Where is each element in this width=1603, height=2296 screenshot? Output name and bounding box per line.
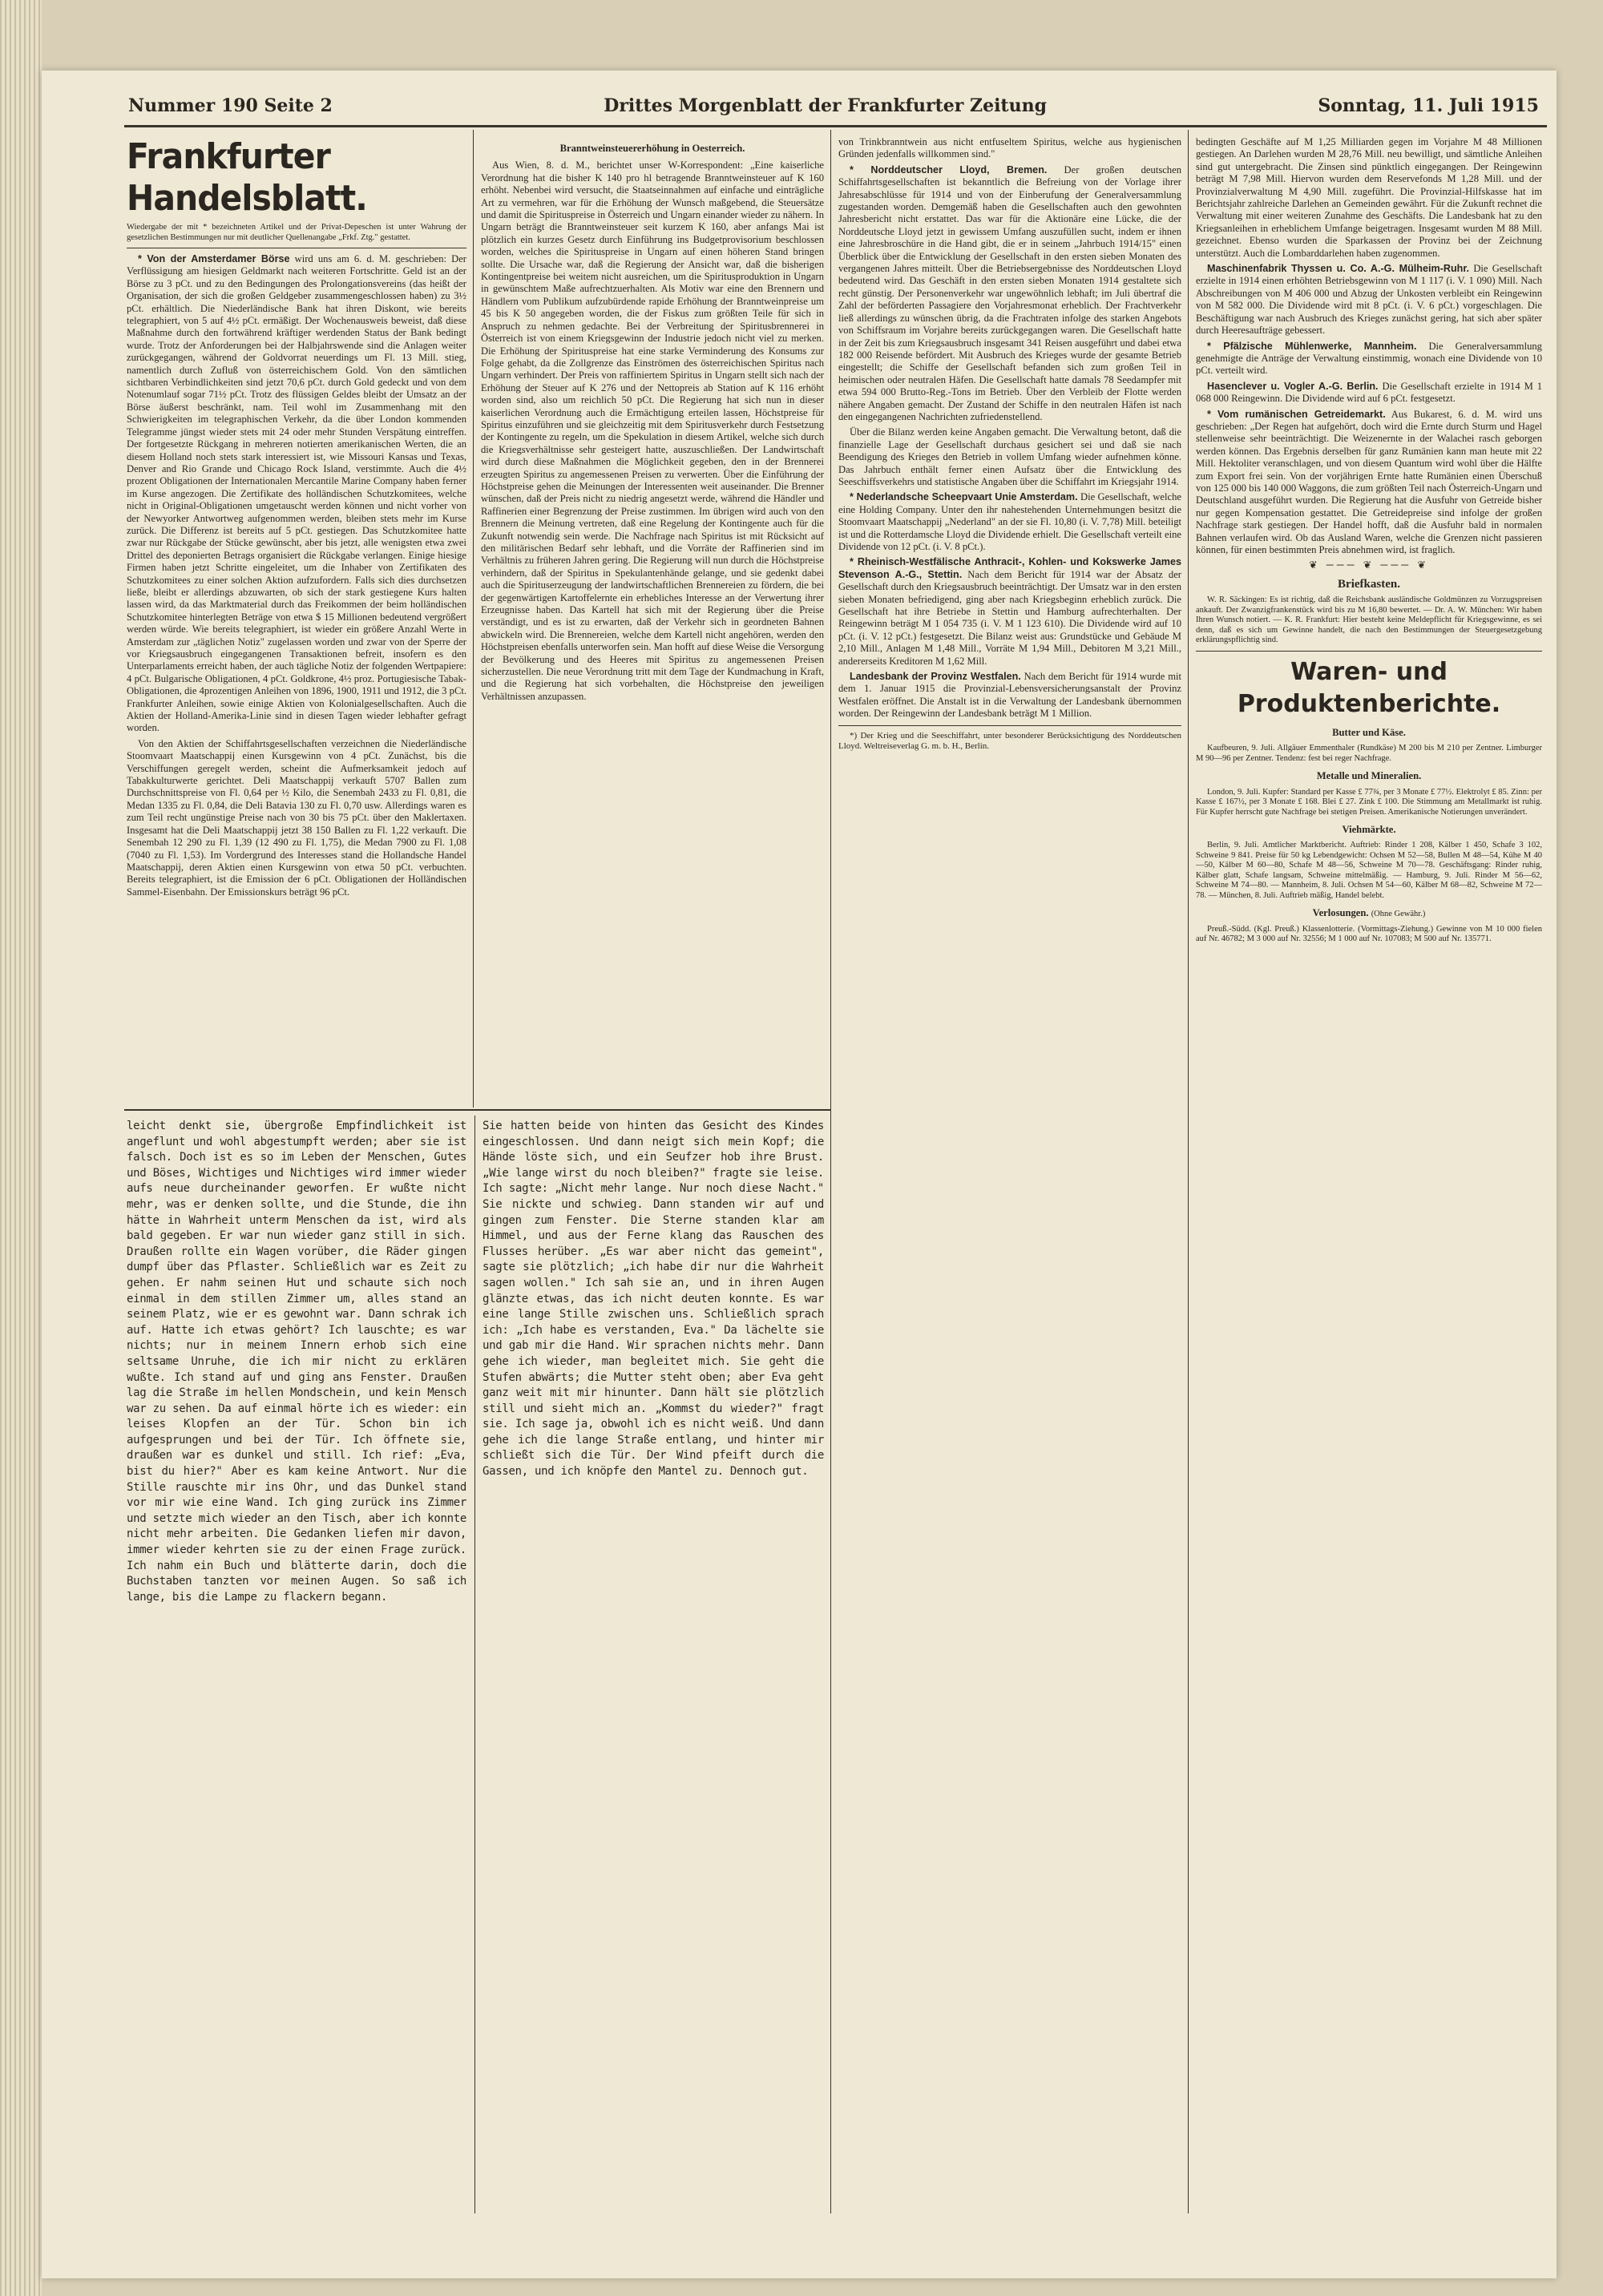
article-text-hasenclever: Die Gesellschaft erzielte in 1914 M 1 068 000 Reingewinn. Die Dividende wird auf 6 pCt. festgesetzt. [1196,380,1542,405]
section-divider [1196,651,1542,652]
article-heading-hasenclever: Hasenclever u. Vogler A.-G. Berlin. [1207,380,1379,392]
article-heading-thyssen: Maschinenfabrik Thyssen u. Co. A.-G. Mülheim-Ruhr. [1207,263,1470,275]
article-heading-scheepvaart: * Nederlandsche Scheepvaart Unie Amsterdam. [850,491,1078,503]
article-text-landesbank-continued: bedingten Geschäfte auf M 1,25 Milliarden gegen im Vorjahre M 48 Millionen gestiegen. An Darlehen wurden M 28,76 Mill. neu bewilligt, und sämtliche Anleihen sind gut untergebracht. Die Zinsen sind pünktlich eingegangen. Der Reingewinn beträgt M 7,98 Mill. Hiervon wurden dem Reservefonds M 1,28 Mill. und der Provinzialverwaltung M 4,90 Mill. zugeführt. Die Provinzial-Hilfskasse hat im Berichtsjahr zahlreiche Darlehen an Gemeinden gewährt. Für die Zukunft rechnet die Verwaltung mit einer weiteren Zunahme des Geschäfts. Die Landesbank hat zu den Kriegsanleihen in erheblichem Umfange beigetragen. Insgesamt wurden M 88 Mill. gezeichnet. Ebenso wurden die Sparkassen der Provinz bei der Zeichnung unterstützt. Auch die Lombarddarlehen haben zugenommen. [1196,136,1542,259]
article-heading-lloyd: * Norddeutscher Lloyd, Bremen. [850,163,1048,176]
copyright-note: Wiedergabe der mit * bezeichneten Artikel und der Privat-Depeschen ist unter Wahrung der gesetzlichen Bestimmungen nur mit deutlicher Quellenangabe „Frkf. Ztg." gestattet. [127,223,466,242]
article-heading-landesbank: Landesbank der Provinz Westfalen. [850,671,1021,683]
feuilleton-right [483,1119,824,2209]
feuilleton-left [127,1119,466,2209]
article-text-stevenson: Nach dem Bericht für 1914 war der Absatz der Gesellschaft durch den Kriegsausbruch beeinträchtigt. Der Umsatz war in den ersten sieben Monaten befriedigend, ging aber nach Kriegsbeginn erheblich zurück. Die Gesellschaft hat ihre Betriebe in Stettin und Hamburg aufrechterhalten. Der Reingewinn beträgt M 1 054 735 (i. V. M 1 123 610). Die Dividende wird auf 10 pCt. (i. V. 12 pCt.) festgesetzt. Die Bilanz weist aus: Grundstücke und Gebäude M 2,10 Mill., Anlagen M 1,48 Mill., Vorräte M 1,94 Mill., Debitoren M 3,21 Mill., andererseits Kreditoren M 1,62 Mill. [838,568,1181,667]
column-rule-2 [830,130,831,2213]
article-text-amsterdam: wird uns am 6. d. M. geschrieben: Der Verflüssigung am hiesigen Geldmarkt nach weiteren Fortschritte. Geld ist an der Börse zu 3 pCt. und zu den Bedingungen des Prolongationsvereins (das heißt der Organisation, der sich die großen Geldgeber zusammengeschlossen haben) zu 3½ pCt. erhältlich. Die Niederländische Bank hat ihren Diskont, wie bereits telegraphiert, von 5 auf 4½ pCt. ermäßigt. Der Wochenausweis beweist, daß diese Maßnahme durch den fortwährend kräftiger werdenden Status der Bank bedingt wurde. Trotz der Anforderungen bei der Halbjahrswende sind die Anlagen weiter zurückgegangen, während der Goldvorrat neuerdings um Fl. 13 Mill. stieg, namentlich durch Zufluß von österreichischem Gold. Von den sämtlichen sichtbaren Verbindlichkeiten sind jetzt 70,6 pCt. durch Gold gedeckt und von dem Notenumlauf sogar 71½ pCt. Trotz des flüssigen Geldes bleibt der Umsatz an der Börse äußerst beschränkt, nam. Teil wohl im Zusammenhang mit den Schwierigkeiten im telegraphischen Verkehr, da die über London kommenden Telegramme jüngst wieder stets mit 24 oder mehr Stunden Verspätung eintreffen. Der fortgesetzte Rückgang in mehreren notierten amerikanischen Werten, die an diesem Holland noch stets stark interessiert ist, wie Missouri Kansas und Texas, Denver and Rio Grande und Chicago Rock Island, verstimmte. Auch die 4½ prozent Obligationen der Internationalen Mercantile Marine Company haben ferner im Kurse angezogen. Die Zertifikate des holländischen Schutzkomitees, welche nicht in Original-Obligationen umgetauscht werden können und nicht vorher von der Newyorker Antwortweg aufgenommen werden, bleiben stets mehr im Kurse zurück. Die Differenz ist bereits auf 5 pCt. gestiegen. Das Schutzkomitee hatte zwar nur Rückgabe der Stücke gewünscht, aber bis jetzt, alle wenigsten etwa zwei Drittel des deponierten Betrags organisiert die Rückgabe verlangen. Einige hiesige Firmen haben jetzt Schritte eingeleitet, um die Inhaber von Zertifikaten des Schutzkomitees zu einer solchen Aktion aufzufordern. Falls sich dies durchsetzen ließe, bleibt er allerdings abzuwarten, ob sich der stark gestiegene Kurs halten lassen wird, da das Marktmaterial durch das Freikommen der beim holländischen Schutzkomitee hinterlegten Beträge von etwa $ 15 Millionen bedeutend vergrößert werden würde. Wie bereits telegraphiert, ist wieder ein größere Anzahl Werte in Amsterdam zur „täglichen Notiz" zugelassen worden und zwar von der Sperre der vor Kriegsausbruch eingegangenen Transaktionen befreit, insofern es den Unterparlaments erreicht haben, der auch tägliche Notiz der folgenden Wertpapiere: 4 pCt. Bulgarische Obligationen, 4 pCt. Goldkrone, 4½ proz. Portugiesische Tabak-Obligationen, die 4prozentigen Anleihen von 1896, 1900, 1911 und 1912, die 3 pCt. Frankfurter Anleihen, sowie einige Aktien von Kolonialgesellschaften. Auch die Aktien der Holland-Amerika-Linie sind in diesen Tagen wieder lebhafter gefragt worden. [127,253,466,734]
column-rule-1 [473,130,474,1108]
page-number: Nummer 190 Seite 2 [128,95,333,116]
article-text-getreide: Aus Bukarest, 6. d. M. wird uns geschrieben: „Der Regen hat aufgehört, doch wird die Ernte durch Sturm und Hagel stellenweise sehr beeinträchtigt. Die Weizenernte in der Walachei rasch geborgen werden können. Das Ergebnis derselben für ganz Rumänien kann man heute mit 22 Mill. Hektoliter veranschlagen, und von diesem Quantum wird wohl über die Hälfte zum Export frei sein. Von der vorjährigen Ernte hatte Rumänien einen Überschuß von 125 000 bis 140 000 Waggons, die zum größten Teil nach Österreich-Ungarn und Deutschland ausgeführt wurden. Die Regierung hat die Ausfuhr von Getreide bisher nur gegen Kompensation gestattet. Die Getreidepreise sind infolge der großen Nachfrage stark gestiegen. Der Handel hofft, daß die Ausfuhr bald in normalen Bahnen verlaufen wird. Ob das Ausland Waren, welche die Grenzen nicht passieren können, für einen bestimmten Preis abnehmen wird, ist fraglich. [1196,408,1542,555]
briefkasten-title: Briefkasten. [1338,577,1400,591]
column-rule-3 [1188,130,1189,2213]
sub-heading-butter: Butter und Käse. [1332,726,1406,738]
market-text-vieh: Berlin, 9. Juli. Amtlicher Marktbericht. Auftrieb: Rinder 1 208, Kälber 1 450, Schafe 3 102, Schweine 9 841. Preise für 50 kg Lebendgewicht: Ochsen M 52—58, Bullen M 48—54, Kühe M 40—50, Kälber M 60—80, Schafe M 48—56, Schweine M 70—78. Geschäftsgang: Rinder ruhig, Kälber glatt, Schafe langsam, Schweine mittelmäßig. — Hamburg, 9. Juli. Rinder M 56—62, Schweine M 74—80. — Mannheim, 8. Juli. Ochsen M 54—60, Kälber M 68—82, Schweine M 72—78. — München, 8. Juli. Auftrieb mäßig, Handel belebt. [1196,841,1542,900]
feuilleton-text-right: Sie hatten beide von hinten das Gesicht des Kindes eingeschlossen. Und dann neigt sich mein Kopf; die Hände löste sich, und ein Seufzer hob ihre Brust. „Wie lange wirst du noch bleiben?" fragte sie leise. Ich sagte: „Nicht mehr lange. Nur noch diese Nacht." Sie nickte und schwieg. Dann standen wir auf und gingen zum Fenster. Die Sterne standen klar am Himmel, und aus der Ferne klang das Rauschen des Flusses herüber. „Es war aber nicht das gemeint", sagte sie plötzlich; „ich habe dir nur die Wahrheit sagen wollen." Ich sah sie an, und in ihren Augen glänzte etwas, das ich nicht deuten konnte. Es war eine lange Stille zwischen uns. Schließlich sprach ich: „Ich habe es verstanden, Eva." Da lächelte sie und gab mir die Hand. Wir sprachen nichts mehr. Dann gehe ich wieder, man begleitet mich. Sie geht die Stufen abwärts; die Mutter steht oben; aber Eva geht ganz weit mit mir hinunter. Dann hält sie plötzlich still und sieht mich an. „Kommst du wieder?" fragt sie. Ich sage ja, obwohl ich es nicht weiß. Und dann gehe ich die lange Straße entlang, und hinter mir schließt sich die Tür. Der Wind pfeift durch die Gassen, und ich knöpfe den Mantel zu. Dennoch gut. [483,1120,824,1479]
market-text-butter: Kaufbeuren, 9. Juli. Allgäuer Emmenthaler (Rundkäse) M 200 bis M 210 per Zentner. Limburger M 90—96 per Zentner. Tendenz: fest bei reger Nachfrage. [1196,744,1542,763]
footnote: *) Der Krieg und die Seeschiffahrt, unter besonderer Berücksichtigung des Norddeutschen Lloyd. Weltreiseverlag G. m. b. H., Berlin. [838,730,1181,751]
article-text-muehlenwerke: Die Generalversammlung genehmigte die Anträge der Verwaltung einstimmig, wonach eine Dividende von 10 pCt. verteilt wird. [1196,340,1542,377]
page-header [128,90,1539,122]
market-text-metalle: London, 9. Juli. Kupfer: Standard per Kasse £ 77¾, per 3 Monate £ 77½. Elektrolyt £ 85. Zinn: per Kasse £ 167½, per 3 Monate £ 168. Blei £ 27. Zink £ 100. Die Stimmung am Metallmarkt ist ruhig. Für Kupfer herrscht gute Nachfrage bei stetigen Preisen. Amerikanische Notierungen unverändert. [1196,787,1542,817]
article-text-scheepvaart: Die Gesellschaft, welche eine Holding Company. Unter den ihr nahestehenden Unternehmungen besitzt die Stoomvaart Maatschappij „Nederland" an der sie Fl. 10,80 (i. V. 7,78) Mill. beteiligt ist und die Rotterdamsche Lloyd die Dividende erhielt. Die Gesellschaft verteilt eine Dividende von 12 pCt. (i. V. 8 pCt.). [838,491,1181,552]
article-heading-branntwein: Branntweinsteuererhöhung in Oesterreich. [559,143,745,154]
article-text-branntwein: Aus Wien, 8. d. M., berichtet unser W-Korrespondent: „Eine kaiserliche Verordnung hat die bisher K 140 pro hl betragende Branntweinsteuer auf K 160 erhöht. Nebenbei wird versucht, die Staatseinnahmen auf einfache und einträgliche Art zu vermehren, war für die Erhöhung der Wunsch maßgebend, die Steuersätze und damit die Spirituspreise in Österreich und Ungarn einander wieder zu nähern. In Ungarn beträgt die Branntweinsteuer seit kurzem K 160, aber anfangs Mai ist plötzlich ein kurzes Gesetz durch Einführung ins Budgetprovisorium beschlossen worden, welches die Spirituspreise in Ungarn auf einen höheren Stand bringen sollte. Die Ursache war, daß die Regierung der Ansicht war, daß die bisherigen Kontingentpreise bei weitem nicht ausreichen, um die Spiritusproduktion in Ungarn in gewünschtem Maße aufrechtzuerhalten. Als Motiv war eine den Brennern und Händlern vom Publikum aufzubürdende rapide Erhöhung der Branntweinpreise um 45 bis K 50 angegeben worden, die der Fiskus zum größten Teile für sich in Anspruch zu nehmen gedachte. Bei der Verbreitung der Spiritusbrennerei in Österreich ist von einem Kriegsgewinn der Industrie jedoch nicht viel zu merken. Die Erhöhung der Spirituspreise hat eine starke Verminderung des Konsums zur Folge gehabt, da die Zollgrenze das Einströmen des österreichischen Spiritus nach Ungarn verhindert. Der Preis von raffiniertem Spiritus in Ungarn stellt sich nach der Erhöhung der Steuer auf K 276 und der Nettopreis ab Station auf K 116 erhöht worden sind, also um reichlich 50 pCt. Die Regierung hat sich nun in dieser kaiserlichen Verordnung auch die Ermächtigung erteilen lassen, Höchstpreise für Spiritus einzuführen und sie gleichzeitig mit dem Spiritusverkehr durch Festsetzung der Kontingente zu regeln, um die Spekulation in diesem Artikel, welche sich durch die Kriegsverhältnisse sehr gesteigert hatte, auszuschließen. Der Landwirtschaft wird durch diese Maßnahmen die Möglichkeit gegeben, den in der Brennerei erzeugten Spiritus zu angemessenen Preisen zu verwerten. Über die Einführung der Höchstpreise gehen die Meinungen der Interessenten weit auseinander. Die Brenner wünschen, daß der Preis nicht zu niedrig angesetzt werde, während die Händler und Raffinerien einer Begrenzung der Preise zustimmen. Im übrigen wird auch von den Brennern die Meinung vertreten, daß eine Regelung der Kontingente auch für die Zukunft notwendig sein werde. Die Nachfrage nach Spiritus ist mit Rücksicht auf den militärischen Bedarf sehr lebhaft, und die Vorräte der Raffinerien sind im Verhältnis zu früheren Jahren gering. Die Regierung will nun durch die Höchstpreise verhindern, daß der Spiritus in Spekulantenhände gelange, und sie gedenkt dabei auch die Spirituserzeugung der landwirtschaftlichen Brennereien zu fördern, die bei der gegenwärtigen Kartoffelernte ein erhebliches Interesse an der Verwertung ihrer Erzeugnisse haben. Das Kartell hat sich mit der Regierung über die Preise verständigt, und es ist zu erwarten, daß der Verkehr sich in geordneten Bahnen abwickeln wird. Die Brennereien, welche dem Kartell nicht angehören, werden den Höchstpreisen ebenfalls unterworfen sein. Man hofft auf diese Weise die Versorgung der Bevölkerung und des Heeres mit Spiritus zu angemessenen Preisen sicherzustellen. Die neue Verordnung tritt mit dem Tage der Kundmachung in Kraft, und die Regierung hat sich vorbehalten, die Höchstpreise den jeweiligen Verhältnissen anzupassen. [481,159,824,702]
article-text-lloyd-2: Über die Bilanz werden keine Angaben gemacht. Die Verwaltung betont, daß die finanzielle Lage der Gesellschaft durchaus gesichert sei und daß sie nach Beendigung des Krieges den Betrieb in vollem Umfang wieder aufnehmen könne. Das Jahrbuch enthält ferner einen Aufsatz über die Entwicklung des Seeschiffsverkehrs und statistische Angaben über die Schiffahrt im Kriegsjahr 1914. [838,426,1181,487]
issue-date: Sonntag, 11. Juli 1915 [1318,95,1539,116]
article-heading-muehlenwerke: * Pfälzische Mühlenwerke, Mannheim. [1207,340,1417,352]
page-edge [0,0,42,2296]
article-intro-continued: von Trinkbranntwein aus nicht entfuseltem Spiritus, welche aus hygienischen Gründen jedenfalls willkommen sind." [838,136,1181,160]
publication-title: Drittes Morgenblatt der Frankfurter Zeitung [604,95,1047,116]
verlosungen-note: (Ohne Gewähr.) [1371,910,1426,919]
section-masthead: Frankfurter Handelsblatt. [127,136,367,219]
sub-heading-verlosungen [1196,907,1542,920]
column-markets [1196,136,1542,2212]
article-heading-stevenson: * Rheinisch-Westfälische Anthracit-, Kohlen- und Kokswerke James Stevenson A.-G., Stettin. [838,556,1181,580]
feuilleton-mid-rule [474,1116,475,2213]
market-text-verlosungen: Preuß.-Südd. (Kgl. Preuß.) Klassenlotterie. (Vormittags-Ziehung.) Gewinne von M 10 000 fielen auf Nr. 46782; M 3 000 auf Nr. 32556; M 1 000 auf Nr. 107083; M 500 auf Nr. 135771. [1196,924,1542,944]
article-text-lloyd: Der großen deutschen Schiffahrtsgesellschaften ist bekanntlich die Befreiung von der Vorlage ihrer Jahresabschlüsse für 1914 und von der Einberufung der Generalversammlung zugestanden worden. Demgemäß haben die Gesellschaften auch den gewohnten Jahresbericht nicht erstattet. Das war für die Aktionäre eine Lücke, die der Norddeutsche Lloyd jetzt in gewissem Umfang auszufüllen sucht, indem er ihnen eine Jahresbroschüre in die Hand gibt, die er in seinem „Jahrbuch 1914/15" einen Überblick über die Entwicklung der Gesellschaft in den ersten sieben Monaten des vergangenen Jahres mitteilt. Über die Betriebsergebnisse des Norddeutschen Lloyd bedeutend wird. Das Geschäft in den ersten sieben Monaten 1914 gestaltete sich recht günstig. Der Personenverkehr war ungewöhnlich lebhaft; im Juli übertraf die Zahl der beförderten Passagiere den Vorjahresmonat erheblich. Der Frachtverkehr ließ allerdings zu wünschen übrig, da die Frachtraten infolge des starken Angebots von Schiffsraum im Vorjahre bereits zurückgegangen waren. Die Gesellschaft hatte in der Zeit bis zum Kriegsausbruch insgesamt 341 Reisen ausgeführt und dabei etwa 182 000 Reisende befördert. Mit Ausbruch des Krieges wurde der gesamte Betrieb eingestellt; die Schiffe der Gesellschaft befanden sich zum großen Teil in heimischen oder neutralen Häfen. Die Gesellschaft hatte damals 78 Seedampfer mit etwa 594 000 Brutto-Reg.-Tons im Betrieb. Über den Verbleib der Flotte werden nähere Angaben gemacht. Der Zustand der Schiffe in den neutralen Häfen ist nach den eingegangenen Nachrichten zufriedenstellend. [838,163,1181,422]
sub-heading-metalle: Metalle und Mineralien. [1316,770,1422,782]
column-branntwein [481,136,824,1104]
column-handelsblatt [127,136,466,1104]
article-text-amsterdam-2: Von den Aktien der Schiffahrtsgesellschaften verzeichnen die Niederländische Stoomvaart Maatschappij einen Kursgewinn von 4 pCt. Zunächst, bis die Verschiffungen geregelt werden, scheint die Aufmerksamkeit jedoch auf Tabakkulturwerte gerichtet. Deli Maatschappij verkauft 5707 Ballen zum Durchschnittspreise von Fl. 0,64 per ½ Kilo, die Senembah 2433 zu Fl. 0,81, die Medan 1335 zu Fl. 0,84, die Deli Batavia 130 zu Fl. 0,70 usw. Allerdings waren es zum Teil recht ungünstige Preise nach von 30 bis 75 pCt. über den Maklertaxen. Insgesamt hat die Deli Maatschappij jetzt 38 150 Ballen zu Fl. 1,22 verkauft. Die Senembah 12 290 zu Fl. 1,39 (12 490 zu Fl. 1,75), die Medan 7900 zu Fl. 1,08 (7040 zu Fl. 1,53). Im Vordergrund des Interesses stand die Hollandsche Handel Maatschappij, deren Aktien einen Kursgewinn von etwa 50 pCt. verbuchten. Bereits telegraphiert, ist die Emission der 6 pCt. Obligationen der Holländischen Sammel-Eisenbahn. Der Emissionskurs beträgt 96 pCt. [127,737,466,898]
article-text-thyssen: Die Gesellschaft erzielte in 1914 einen erhöhten Betriebsgewinn von M 1 117 (i. V. 1 090) Mill. Nach Abschreibungen von M 406 000 und Abzug der Unkosten verbleibt ein Reingewinn von M 582 000. Die Dividende wird mit 8 pCt. (i. V. 6 pCt.) vorgeschlagen. Die Beschäftigung war nach Ausbruch des Krieges zunächst gering, hat sich aber später durch Heeresaufträge gebessert. [1196,263,1542,337]
article-text-landesbank: Nach dem Bericht für 1914 wurde mit dem 1. Januar 1915 die Provinzial-Lebensversicherungsanstalt der Provinz Westfalen eröffnet. Die Anstalt ist in die Verwaltung der Landesbank übernommen worden. Der Reingewinn der Landesbank beträgt M 1 Million. [838,671,1181,720]
sub-heading-vieh: Viehmärkte. [1342,824,1396,836]
footnote-divider [838,725,1181,726]
article-heading-amsterdam: * Von der Amsterdamer Börse [138,253,290,264]
feuilleton-rule [124,1109,830,1111]
article-heading-getreide: * Vom rumänischen Getreidemarkt. [1207,408,1386,420]
section-title-waren: Waren- und Produktenberichte. [1237,657,1501,718]
feuilleton-text-left: leicht denkt sie, übergroße Empfindlichkeit ist angeflunt und wohl abgestumpft werden; aber sie ist falsch. Doch ist es so im Leben der Menschen, Gutes und Böses, Wichtiges und Nichtiges wird immer wieder aufs neue durcheinander geworfen. Er wußte nicht mehr, was er denken sollte, und die Stunde, die ihn hätte in Wahrheit unterm Menschen da ist, wird als bald gegeben. Er war nun wieder ganz still in sich. Draußen rollte ein Wagen vorüber, die Räder gingen dumpf über das Pflaster. Schließlich war es Zeit zu gehen. Er nahm seinen Hut und schaute sich noch einmal in dem stillen Zimmer um, alles stand an seinem Platz, wie er es gewohnt war. Dann schrak ich auf. Hatte ich etwas gehört? Ich lauschte; es war nichts; nur in meinem Innern erhob sich eine seltsame Unruhe, die ich mir nicht zu erklären wußte. Ich stand auf und ging ans Fenster. Draußen lag die Straße im hellen Mondschein, und kein Mensch war zu sehen. Da auf einmal hörte ich es wieder: ein leises Klopfen an der Tür. Schon bin ich aufgesprungen und bei der Tür. Ich öffnete sie, draußen war es dunkel und still. Ich rief: „Eva, bist du hier?" Aber es kam keine Antwort. Nur die Stille rauschte mir ins Ohr, und das Dunkel stand vor mir wie eine Wand. Ich ging zurück ins Zimmer und setzte mich wieder an den Tisch, aber ich konnte nicht mehr arbeiten. Die Gedanken liefen mir davon, immer wieder kehrten sie zu der einen Frage zurück. Ich nahm ein Buch und blätterte darin, doch die Buchstaben tanzten vor meinen Augen. So saß ich lange, bis die Lampe zu flackern begann. [127,1120,466,1604]
verlosungen-title: Verlosungen. [1312,907,1369,919]
ornament-divider: ❦ ─── ❦ ─── ❦ [1309,559,1429,571]
briefkasten-text: W. R. Säckingen: Es ist richtig, daß die Reichsbank ausländische Goldmünzen zu Vorzugspreisen ankauft. Der Zwanzigfrankenstück wird bis zu M 16,80 bewertet. — Dr. A. W. München: Wir haben Ihren Wunsch notiert. — K. R. Frankfurt: Hier besteht keine Meldepflicht für Kriegsgewinne, es sei denn, daß es sich um Gewinne handelt, die nach den Bestimmungen der Steuergesetzgebung erklärungspflichtig sind. [1196,595,1542,645]
column-schiffahrt [838,136,1181,2212]
header-rule [124,125,1547,127]
